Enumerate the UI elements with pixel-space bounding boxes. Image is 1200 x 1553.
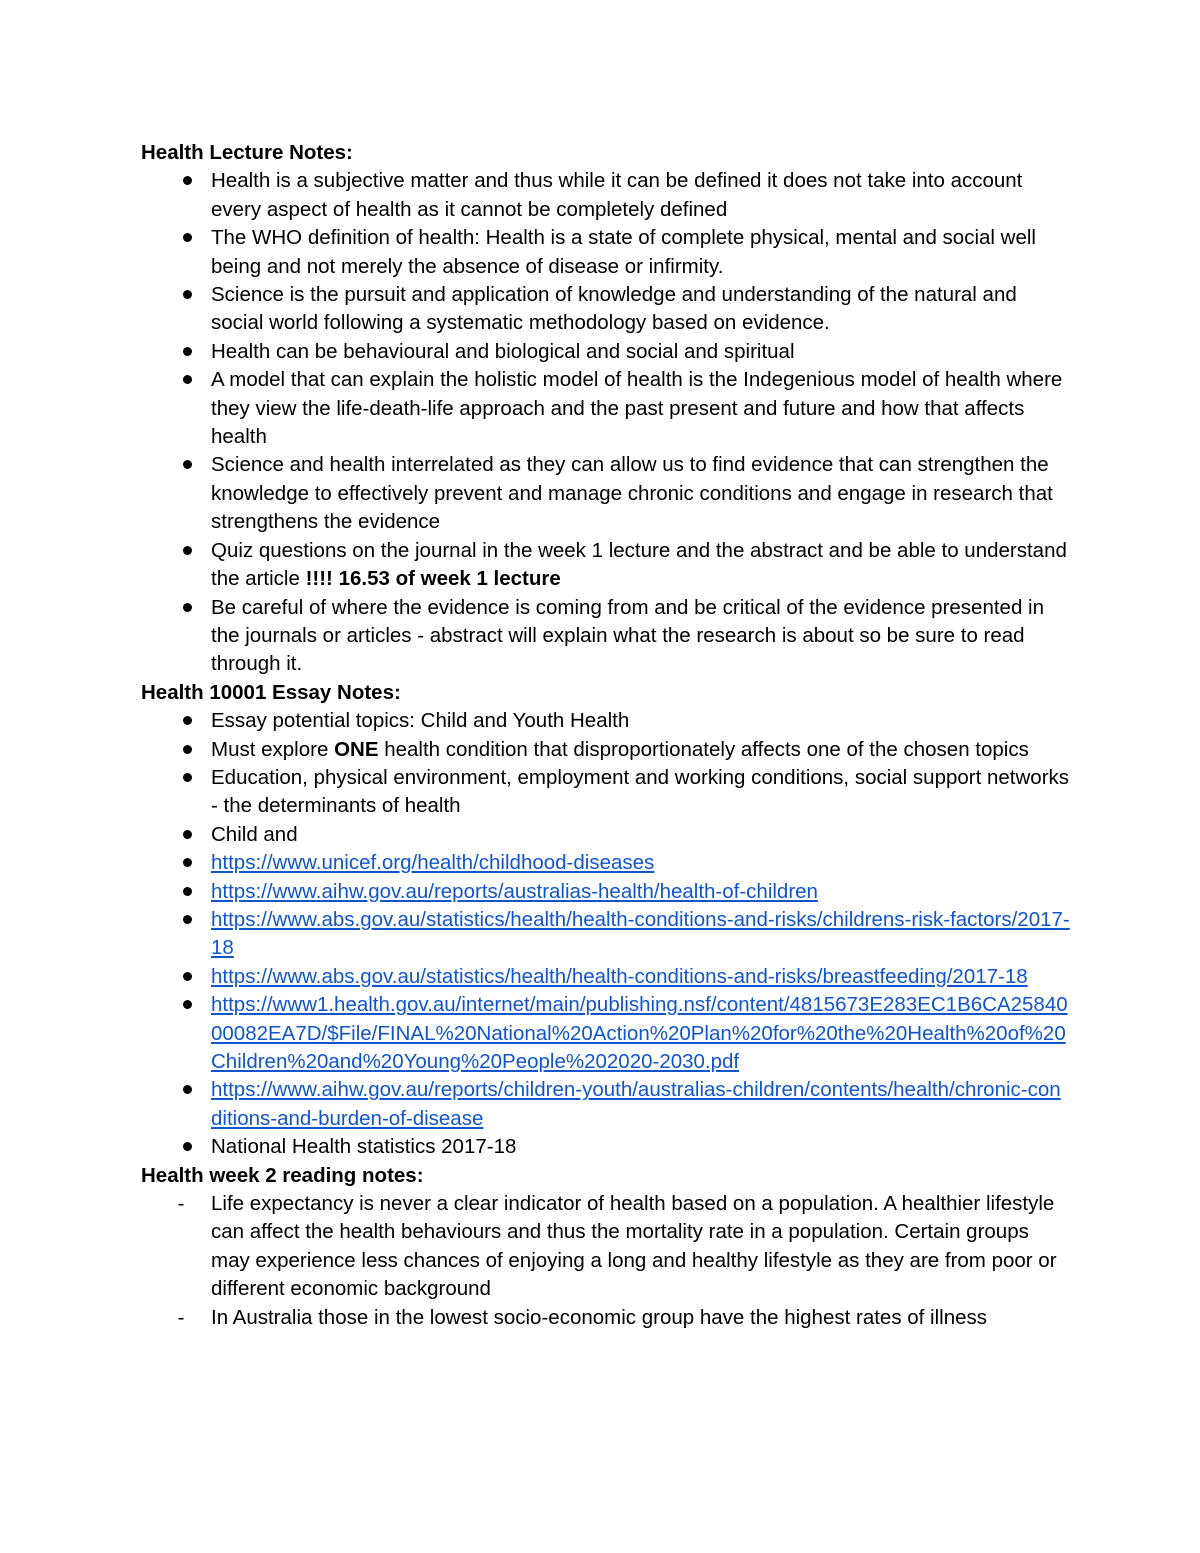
list-item-text: A model that can explain the holistic model of health is the Indegenious model of health where they view the life-death-life approach and the past present and future and how that affects health — [211, 368, 1063, 449]
list-item-text: Essay potential topics: Child and Youth Health — [211, 709, 630, 733]
link-abs-childrens-risk-factors[interactable]: https://www.abs.gov.au/statistics/health/health-conditions-and-risks/childrens-risk-factors/2017-18 — [211, 907, 1070, 960]
list-item — [141, 451, 1071, 536]
bullet-icon — [177, 281, 197, 309]
list-item-link — [141, 1076, 1071, 1133]
list-item — [141, 281, 1071, 338]
bullet-icon — [177, 1133, 197, 1161]
list-item-link — [141, 991, 1071, 1076]
lecture-notes-list — [141, 167, 1071, 678]
list-item-text: Science is the pursuit and application of knowledge and understanding of the natural and social world following a systematic methodology based on evidence. — [211, 283, 1017, 335]
list-item-text: The WHO definition of health: Health is a state of complete physical, mental and social well being and not merely the absence of disease or infirmity. — [211, 226, 1036, 278]
link-aihw-chronic-conditions[interactable]: https://www.aihw.gov.au/reports/children-youth/australias-children/contents/health/chronic-conditions-and-burden-of-disease — [211, 1078, 1061, 1130]
bullet-icon — [177, 991, 197, 1019]
list-item-text: Must explore — [211, 737, 335, 761]
list-item-quiz — [141, 537, 1071, 594]
link-abs-breastfeeding[interactable]: https://www.abs.gov.au/statistics/health/health-conditions-and-risks/breastfeeding/2017-18 — [211, 964, 1028, 988]
list-item-text: Life expectancy is never a clear indicator of health based on a population. A healthier lifestyle can affect the health behaviours and thus the mortality rate in a population. Certain groups may experience less chances of enjoying a long and healthy lifestyle as they are from poor or different economic background — [211, 1192, 1057, 1301]
list-item-text: In Australia those in the lowest socio-economic group have the highest rates of illness — [211, 1305, 988, 1329]
list-item — [141, 594, 1071, 679]
bullet-icon — [177, 849, 197, 877]
link-unicef-childhood-diseases[interactable]: https://www.unicef.org/health/childhood-diseases — [211, 851, 655, 875]
list-item — [141, 1304, 1071, 1332]
list-item-link — [141, 849, 1071, 877]
bullet-icon — [177, 537, 197, 565]
bullet-icon — [177, 821, 197, 849]
document-page — [141, 139, 1071, 1332]
bullet-icon — [177, 1076, 197, 1104]
list-item-text: Science and health interrelated as they can allow us to find evidence that can strengthen the knowledge to effectively prevent and manage chronic conditions and engage in research that strengthens the evidence — [211, 453, 1053, 534]
list-item — [141, 338, 1071, 366]
list-item — [141, 1133, 1071, 1161]
quiz-timestamp-bold: !!!! 16.53 of week 1 lecture — [305, 567, 561, 591]
list-item — [141, 224, 1071, 281]
bullet-icon — [177, 707, 197, 735]
list-item-text: Be careful of where the evidence is coming from and be critical of the evidence presented in the journals or articles - abstract will explain what the research is about so be sure to read through it. — [211, 595, 1044, 676]
bullet-icon — [177, 736, 197, 764]
list-item-text: Child and — [211, 822, 298, 846]
week2-reading-list — [141, 1190, 1071, 1332]
bullet-icon — [177, 878, 197, 906]
bullet-icon — [177, 764, 197, 792]
list-item — [141, 764, 1071, 821]
bullet-icon — [177, 594, 197, 622]
list-item — [141, 821, 1071, 849]
bullet-icon — [177, 451, 197, 479]
emphasis-bold: ONE — [334, 737, 379, 761]
list-item-text: Quiz questions on the journal in the week 1 lecture and the abstract and be able to understand the article — [211, 538, 1067, 591]
link-aihw-health-of-children[interactable]: https://www.aihw.gov.au/reports/australias-health/health-of-children — [211, 879, 818, 903]
section-heading-lecture-notes: Health Lecture Notes: — [141, 141, 353, 164]
list-item — [141, 366, 1071, 451]
list-item-text: National Health statistics 2017-18 — [211, 1135, 517, 1159]
list-item — [141, 1190, 1071, 1304]
list-item-text: Health is a subjective matter and thus while it can be defined it does not take into account every aspect of health as it cannot be completely defined — [211, 169, 1023, 221]
essay-notes-list — [141, 707, 1071, 1162]
list-item-link — [141, 906, 1071, 963]
list-item-text: Health can be behavioural and biological and social and spiritual — [211, 339, 795, 363]
bullet-icon — [177, 366, 197, 394]
section-heading-week2-reading: Health week 2 reading notes: — [141, 1163, 424, 1187]
bullet-icon — [177, 906, 197, 934]
list-item-link — [141, 878, 1071, 906]
list-item — [141, 167, 1071, 224]
section-heading-essay-notes: Health 10001 Essay Notes: — [141, 680, 401, 704]
bullet-icon — [177, 224, 197, 252]
bullet-icon — [177, 167, 197, 195]
bullet-icon — [177, 963, 197, 991]
list-item-text: health condition that disproportionately affects one of the chosen topics — [378, 737, 1029, 761]
dash-marker: - — [177, 1305, 185, 1329]
list-item-text: Education, physical environment, employment and working conditions, social support networks - the determinants of health — [211, 765, 1070, 818]
link-health-gov-action-plan[interactable]: https://www1.health.gov.au/internet/main/publishing.nsf/content/4815673E283EC1B6CA2584000082EA7D/$File/FINAL%20National%20Action%20Plan%20for%20the%20Health%20of%20Children%20and%20Young%20People%202020-2030.pdf — [211, 993, 1068, 1073]
dash-marker: - — [177, 1192, 185, 1216]
list-item-explore — [141, 736, 1071, 764]
list-item-link — [141, 963, 1071, 991]
bullet-icon — [177, 338, 197, 366]
list-item — [141, 707, 1071, 735]
